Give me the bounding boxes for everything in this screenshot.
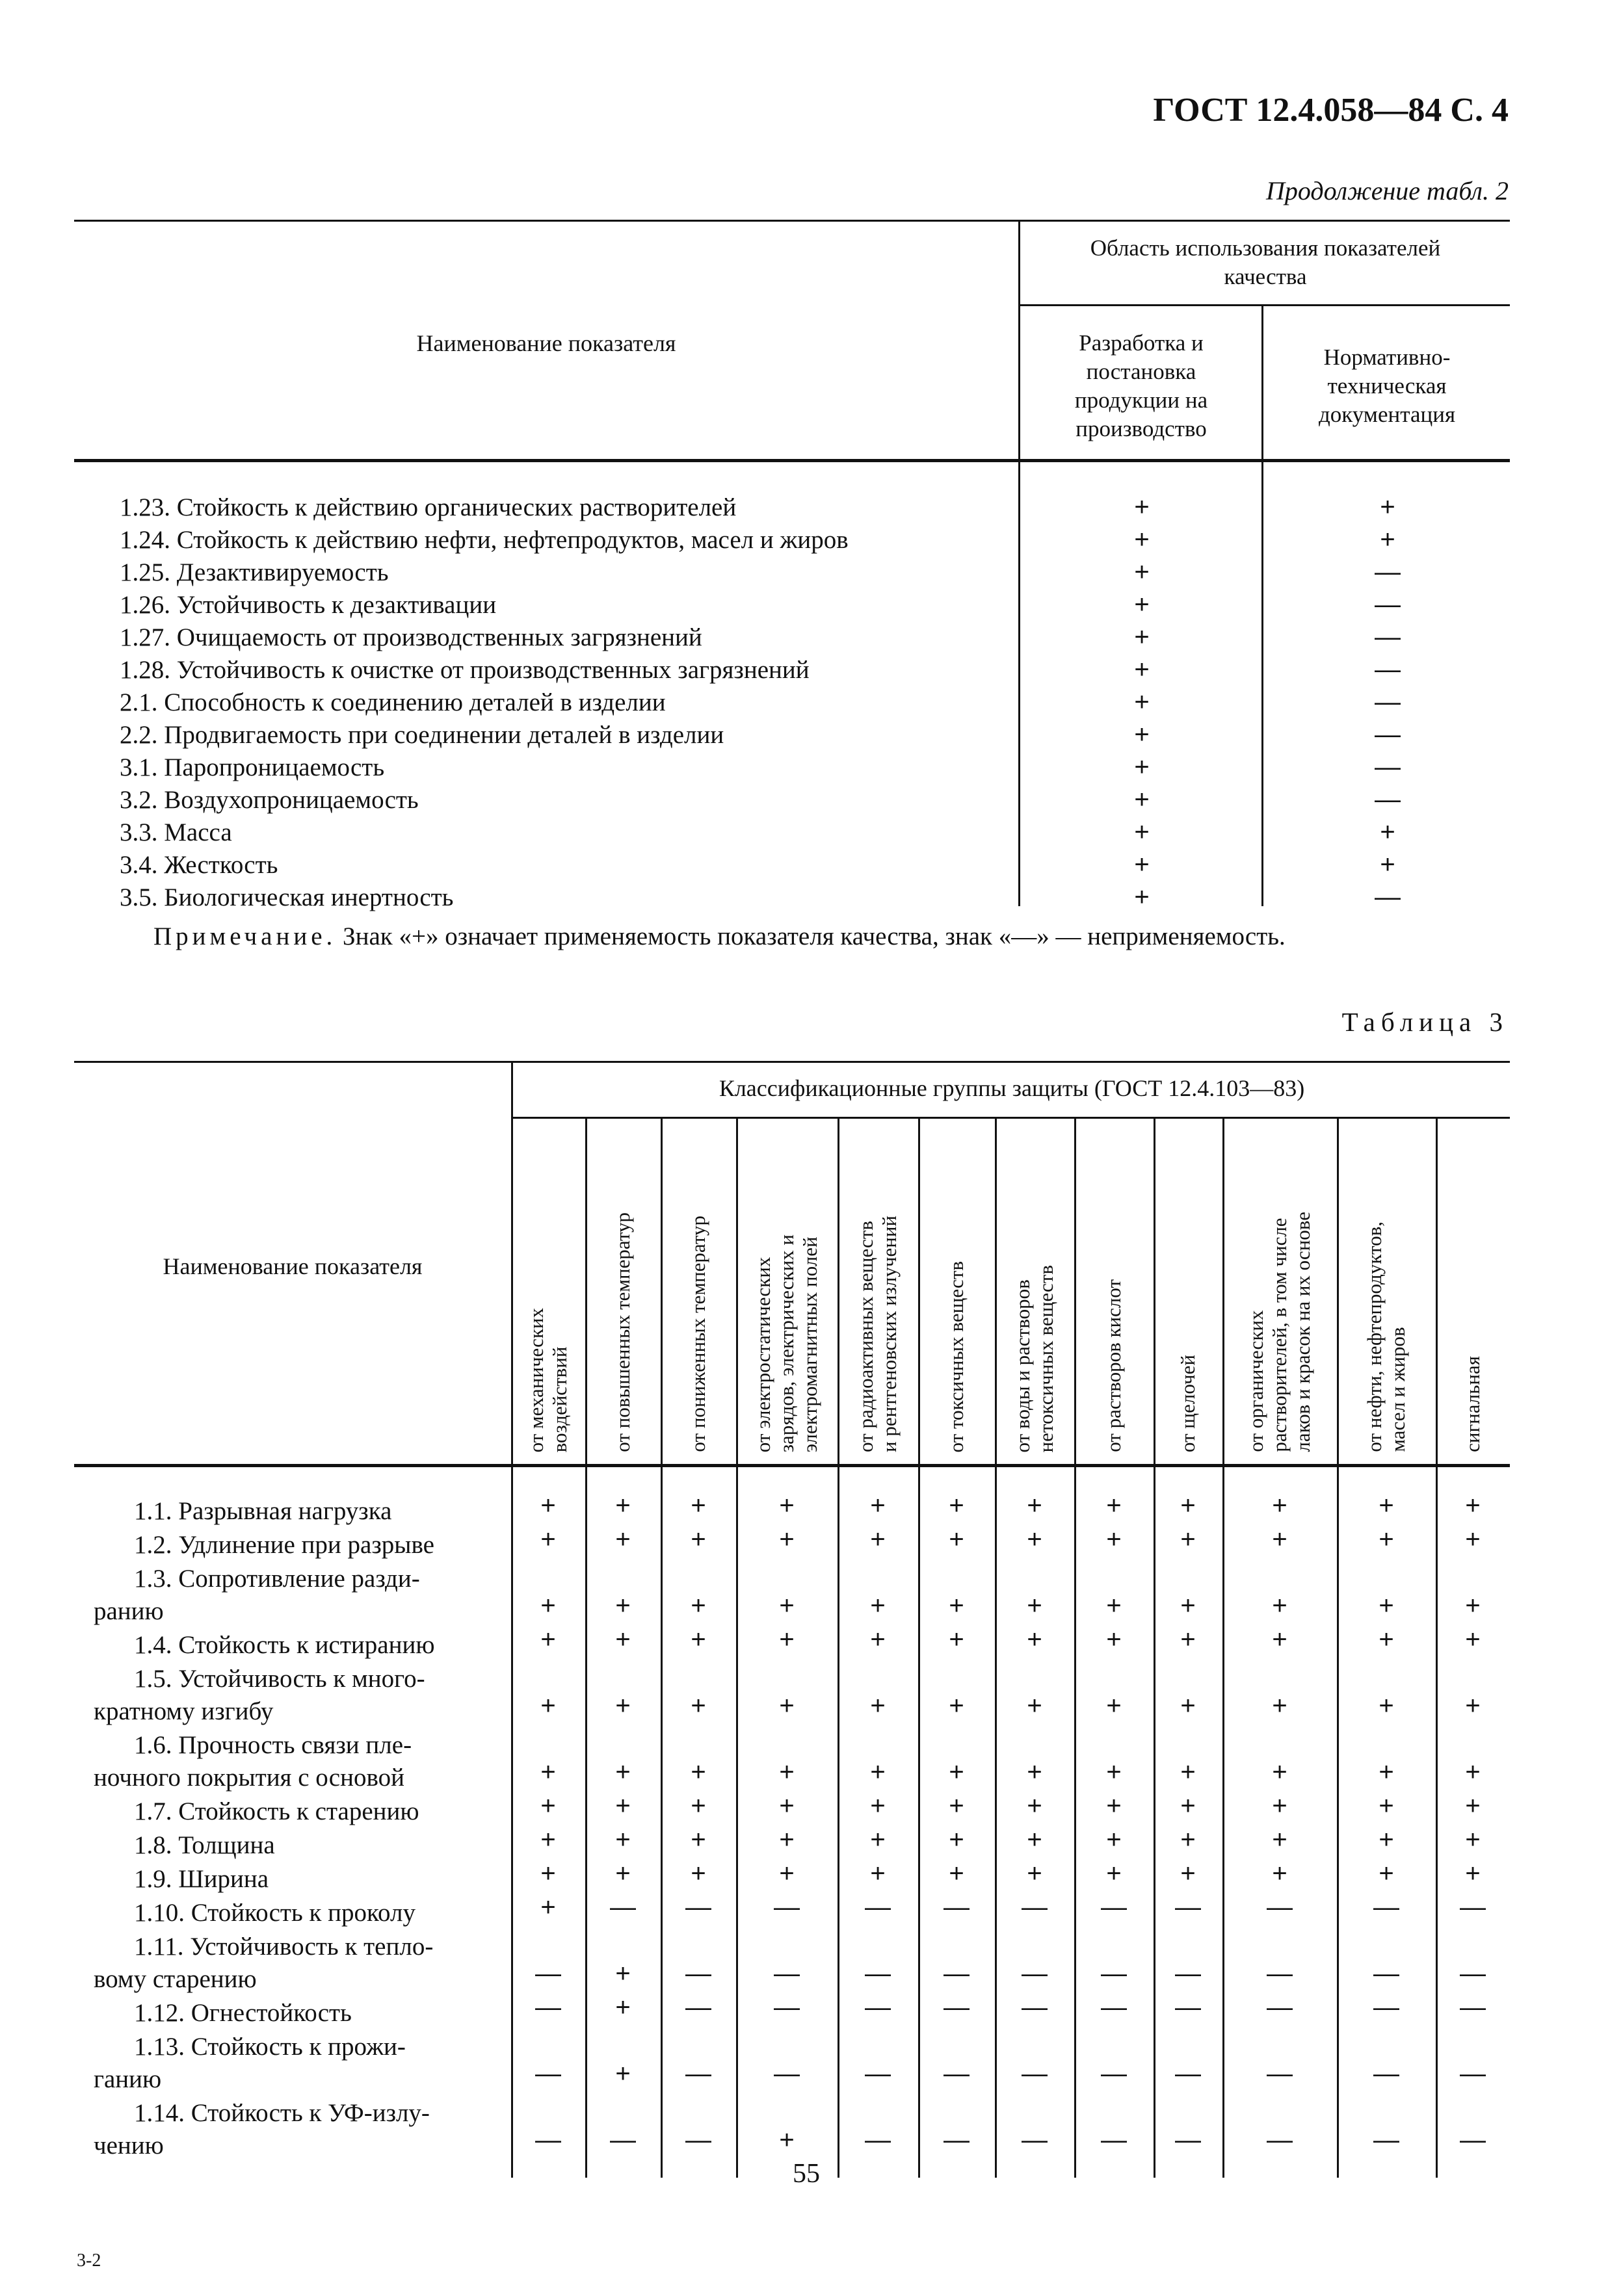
table3-mark: + [779, 1525, 795, 1554]
table3-row [94, 1795, 510, 1828]
table3-mark: — [1101, 1959, 1127, 1988]
table3-mark: + [949, 1758, 964, 1786]
table2-dev-mark: + [1134, 493, 1150, 521]
table3-mark: + [949, 1591, 964, 1620]
table2-row-name: 3.5. Биологическая инертность [120, 883, 454, 911]
table3-caption: Таблица 3 [1341, 1007, 1509, 1037]
table3-mark: + [870, 1491, 886, 1520]
table3-mark: + [1180, 1859, 1196, 1888]
table3-mark: + [1379, 1625, 1394, 1654]
table3-mark: — [1175, 2126, 1201, 2154]
table3-row-name-cont: чению [94, 2132, 164, 2159]
table2-note [153, 922, 1286, 951]
table2-dev-mark: + [1134, 883, 1150, 911]
table3-mark: + [691, 1758, 706, 1786]
table3-row-name: 1.8. Толщина [134, 1831, 275, 1859]
table3-column-header [1436, 1119, 1510, 1457]
table2-dev-mark: + [1134, 850, 1150, 879]
table3-mark: + [691, 1591, 706, 1620]
table3-mark: — [943, 1959, 970, 1988]
table3-column-header-label: от растворов кислот [1102, 1279, 1125, 1452]
table3-mark: — [1460, 2059, 1486, 2088]
table3-mark: + [1027, 1792, 1042, 1820]
table3-mark: — [1267, 2126, 1293, 2154]
table3-top-rule [74, 1061, 1510, 1063]
table3-mark: — [1101, 2126, 1127, 2154]
table3-mark: + [615, 1959, 631, 1988]
table3-row-name: 1.5. Устойчивость к много- [134, 1665, 425, 1693]
table3-mark: — [1460, 1893, 1486, 1922]
table3-column-header-label: от повышенных температур [611, 1212, 634, 1452]
table2-row-name: 1.24. Стойкость к действию нефти, нефтепродуктов, масел и жиров [120, 526, 849, 554]
table2-norm-mark: — [1375, 590, 1401, 619]
table3-mark: + [1027, 1825, 1042, 1854]
table2-row-name: 1.27. Очищаемость от производственных загрязнений [120, 623, 702, 651]
table2-norm-mark: — [1375, 753, 1401, 781]
table3-mark: + [1180, 1792, 1196, 1820]
table3-mark: + [540, 1758, 556, 1786]
table3-column-header [736, 1119, 838, 1457]
table2-group-rule [1018, 304, 1510, 306]
table3-mark: + [779, 1758, 795, 1786]
table3-mark: + [1180, 1525, 1196, 1554]
table3-column-header [511, 1119, 585, 1457]
table3-mark: + [1379, 1758, 1394, 1786]
table3-row-name: 1.10. Стойкость к проколу [134, 1899, 416, 1927]
table2-row-name: 1.26. Устойчивость к дезактивации [120, 591, 497, 619]
table3-row-name-cont: кратному изгибу [94, 1697, 274, 1725]
table3-mark: + [949, 1625, 964, 1654]
table3-mark: — [1175, 1959, 1201, 1988]
table3-mark: + [779, 1691, 795, 1720]
table3-mark: + [691, 1792, 706, 1820]
table3-mark: — [1373, 1959, 1399, 1988]
table3-mark: — [943, 1893, 970, 1922]
table3-mark: — [1267, 1893, 1293, 1922]
table3-mark: + [1106, 1625, 1122, 1654]
page-number: 55 [793, 2159, 820, 2189]
note-label: Примечание. [153, 922, 337, 950]
table3-row-name: 1.6. Прочность связи пле- [134, 1731, 412, 1759]
table3-column-header-label: от токсичных веществ [945, 1260, 968, 1452]
table2-dev-mark: + [1134, 558, 1150, 586]
table3-mark: + [1027, 1491, 1042, 1520]
table3-column-header-label: от электростатических зарядов, электрических и электромагнитных полей [752, 1234, 821, 1452]
table3-mark: + [1465, 1625, 1481, 1654]
table2-norm-mark: — [1375, 623, 1401, 651]
table3-column-header [995, 1119, 1074, 1457]
table3-mark: + [779, 1591, 795, 1620]
table3-mark: + [615, 1491, 631, 1520]
table3-row-name: 1.12. Огнестойкость [134, 1999, 352, 2027]
table3-name-header: Наименование показателя [163, 1253, 423, 1279]
table2-norm-mark: + [1380, 493, 1395, 521]
table2-norm-mark: — [1375, 785, 1401, 814]
table3-mark: — [535, 2126, 561, 2154]
table3-mark: + [691, 1859, 706, 1888]
table2-dev-mark: + [1134, 753, 1150, 781]
table3-mark: + [540, 1893, 556, 1922]
table3-mark: + [779, 1792, 795, 1820]
table3-mark: — [774, 1993, 800, 2022]
table3-row-name: 1.1. Разрывная нагрузка [134, 1497, 392, 1525]
table2-row-name: 1.23. Стойкость к действию органических растворителей [120, 493, 737, 521]
table3-mark: + [615, 1993, 631, 2022]
table3-column-header-label: от щелочей [1176, 1354, 1199, 1452]
table2-norm-mark: — [1375, 720, 1401, 749]
table3-mark: + [1272, 1625, 1287, 1654]
table3-row-name: 1.7. Стойкость к старению [134, 1797, 419, 1825]
table2-dev-mark: + [1134, 818, 1150, 846]
table3-row [94, 1729, 510, 1794]
table3-mark: — [1267, 2059, 1293, 2088]
table3-mark: — [1022, 2126, 1048, 2154]
table2-norm-mark: — [1375, 655, 1401, 684]
table2-row-name: 3.2. Воздухопроницаемость [120, 786, 419, 814]
table3-mark: — [1373, 2126, 1399, 2154]
table3-mark: + [870, 1825, 886, 1854]
table3-mark: — [865, 1893, 891, 1922]
table3-mark: — [535, 1959, 561, 1988]
table3-column-header [1337, 1119, 1436, 1457]
table3-mark: + [1027, 1591, 1042, 1620]
table3-mark: + [1465, 1859, 1481, 1888]
table3-mark: — [685, 1959, 711, 1988]
table3-column-header-label: сигнальная [1461, 1356, 1484, 1452]
table3-mark: + [1272, 1758, 1287, 1786]
table3-mark: + [1465, 1758, 1481, 1786]
table3-mark: + [779, 2126, 795, 2154]
table3-mark: — [1373, 1893, 1399, 1922]
table3-row-name: 1.11. Устойчивость к тепло- [134, 1933, 434, 1961]
table3-row-name: 1.4. Стойкость к истиранию [134, 1631, 435, 1659]
table3-row-name: 1.3. Сопротивление разди- [134, 1565, 420, 1593]
table2-row-name: 3.4. Жесткость [120, 851, 278, 879]
table3-mark: + [615, 1792, 631, 1820]
table3-mark: + [779, 1491, 795, 1520]
table3-mark: + [870, 1792, 886, 1820]
table3-column-header-label: от механических воздействий [525, 1307, 571, 1452]
table3-mark: + [1465, 1591, 1481, 1620]
table3-column-header-label: от органических растворителей, в том числе лаков и красок на их основе [1245, 1212, 1314, 1452]
table3-mark: + [779, 1625, 795, 1654]
table3-mark: + [1106, 1691, 1122, 1720]
table3-mark: + [1180, 1758, 1196, 1786]
table2-group-header: Область использования показателей качества [1090, 235, 1441, 289]
table3-header-rule [74, 1464, 1510, 1467]
table3-mark: — [943, 2126, 970, 2154]
table3-mark: + [540, 1792, 556, 1820]
table2-row-name: 2.1. Способность к соединению деталей в изделии [120, 688, 666, 716]
table3-mark: + [615, 1825, 631, 1854]
table3-mark: + [779, 1859, 795, 1888]
table3-mark: + [691, 1625, 706, 1654]
table3-mark: + [1106, 1758, 1122, 1786]
table3-mark: + [540, 1691, 556, 1720]
table3-row-name: 1.13. Стойкость к прожи- [134, 2033, 406, 2061]
table3-column-header [838, 1119, 918, 1457]
table3-mark: + [1180, 1491, 1196, 1520]
table3-mark: + [1106, 1491, 1122, 1520]
table2-top-rule [74, 220, 1510, 222]
table2-row-name: 3.1. Паропроницаемость [120, 753, 385, 781]
table3-column-header [585, 1119, 661, 1457]
table3-mark: — [1175, 1993, 1201, 2022]
table3-mark: — [865, 1959, 891, 1988]
note-text: Знак «+» означает применяемость показателя качества, знак «—» — неприменяемость. [336, 922, 1286, 950]
table3-mark: + [949, 1525, 964, 1554]
table2-dev-mark: + [1134, 785, 1150, 814]
table3-mark: — [1373, 1993, 1399, 2022]
table2-dev-header: Разработка и постановка продукции на производство [1074, 330, 1208, 441]
table3-mark: + [1027, 1625, 1042, 1654]
table3-mark: — [1460, 1959, 1486, 1988]
table3-mark: — [1101, 2059, 1127, 2088]
table2-header-rule [74, 459, 1510, 462]
table3-mark: — [1101, 1893, 1127, 1922]
table3-mark: + [779, 1825, 795, 1854]
table3-mark: + [540, 1491, 556, 1520]
table3-column-header [1074, 1119, 1154, 1457]
table3-mark: — [1022, 2059, 1048, 2088]
table3-column-header-label: от пониженных температур [687, 1216, 709, 1452]
table2-dev-mark: + [1134, 623, 1150, 651]
table2-dev-mark: + [1134, 525, 1150, 554]
table3-mark: + [870, 1758, 886, 1786]
table2-row-name: 1.28. Устойчивость к очистке от производственных загрязнений [120, 656, 810, 684]
table3-row [94, 1863, 510, 1896]
table3-mark: + [1180, 1825, 1196, 1854]
table2-norm-mark: — [1375, 688, 1401, 716]
table2-norm-mark: + [1380, 818, 1395, 846]
table3-mark: — [865, 2126, 891, 2154]
table3-mark: + [540, 1591, 556, 1620]
table2-row-name: 1.25. Дезактивируемость [120, 558, 389, 586]
table3-mark: + [949, 1491, 964, 1520]
table3-mark: + [691, 1525, 706, 1554]
table-continuation-label: Продолжение табл. 2 [1265, 176, 1509, 205]
table3-mark: — [1267, 1959, 1293, 1988]
table3-mark: + [949, 1691, 964, 1720]
table3-row [94, 1829, 510, 1862]
document-header: ГОСТ 12.4.058—84 С. 4 [1153, 92, 1509, 129]
table3-mark: — [610, 2126, 636, 2154]
table3-column-header-label: от воды и растворов нетоксичных веществ [1011, 1264, 1057, 1452]
table3-mark: + [540, 1525, 556, 1554]
table3-mark: — [535, 2059, 561, 2088]
table3-row [94, 1931, 510, 1996]
table3-mark: + [615, 1525, 631, 1554]
table3-column-header [918, 1119, 995, 1457]
table3-mark: + [949, 1792, 964, 1820]
table2-norm-header: Нормативно- техническая документация [1318, 345, 1456, 427]
table3-mark: — [774, 1959, 800, 1988]
table3-mark: + [1379, 1792, 1394, 1820]
table3-mark: + [1180, 1625, 1196, 1654]
table3-mark: — [1460, 1993, 1486, 2022]
table3-mark: + [1027, 1758, 1042, 1786]
table3-mark: + [870, 1525, 886, 1554]
table3-mark: — [943, 1993, 970, 2022]
table3-mark: + [1272, 1525, 1287, 1554]
table2-row-name: 3.3. Масса [120, 818, 232, 846]
table3-mark: + [1465, 1525, 1481, 1554]
table3-mark: — [685, 2059, 711, 2088]
table3-mark: + [1180, 1591, 1196, 1620]
table3-mark: + [615, 1758, 631, 1786]
table3-mark: — [685, 1893, 711, 1922]
table3-mark: — [1022, 1993, 1048, 2022]
table3-mark: + [691, 1491, 706, 1520]
table3-mark: + [1106, 1525, 1122, 1554]
table3-mark: — [535, 1993, 561, 2022]
table3-mark: + [1027, 1691, 1042, 1720]
table3-mark: + [1379, 1859, 1394, 1888]
table3-mark: + [540, 1825, 556, 1854]
table2-dev-mark: + [1134, 720, 1150, 749]
table3-mark: + [691, 1691, 706, 1720]
table3-mark: + [1106, 1591, 1122, 1620]
table3-mark: — [774, 2059, 800, 2088]
table3-mark: — [1267, 1993, 1293, 2022]
table3-mark: + [1272, 1591, 1287, 1620]
table3-mark: + [870, 1591, 886, 1620]
table3-mark: — [943, 2059, 970, 2088]
table2-divider-1 [1018, 220, 1020, 906]
table3-column-header [661, 1119, 736, 1457]
table3-mark: + [1272, 1491, 1287, 1520]
table3-row [94, 1663, 510, 1728]
table3-mark: + [1272, 1825, 1287, 1854]
table3-row [94, 1997, 510, 2029]
table3-row [94, 2031, 510, 2096]
table2-divider-2 [1261, 304, 1263, 906]
table3-mark: — [1373, 2059, 1399, 2088]
table3-mark: — [1022, 1959, 1048, 1988]
table3-row [94, 1529, 510, 1561]
table3-row-name-cont: вому старению [94, 1965, 257, 1993]
table3-mark: + [540, 1859, 556, 1888]
table3-mark: — [685, 1993, 711, 2022]
table2-dev-mark: + [1134, 655, 1150, 684]
table3-mark: + [691, 1825, 706, 1854]
table3-mark: + [1272, 1691, 1287, 1720]
table3-mark: — [610, 1893, 636, 1922]
table3-row [94, 1629, 510, 1662]
table3-mark: — [1175, 2059, 1201, 2088]
table3-mark: + [870, 1691, 886, 1720]
table3-column-header-label: от радиоактивных веществ и рентгеновских излучений [854, 1216, 901, 1452]
table3-mark: + [1379, 1825, 1394, 1854]
table3-row-name: 1.14. Стойкость к УФ-излу- [134, 2099, 430, 2127]
table3-row [94, 2097, 510, 2162]
table2-norm-mark: — [1375, 883, 1401, 911]
table3-column-header-label: от нефти, нефтепродуктов, масел и жиров [1363, 1221, 1409, 1452]
table3-column-header [1222, 1119, 1337, 1457]
table3-mark: — [1022, 1893, 1048, 1922]
table2-dev-mark: + [1134, 688, 1150, 716]
table3-row-name-cont: ганию [94, 2065, 162, 2093]
table3-mark: — [1175, 1893, 1201, 1922]
table3-mark: + [1465, 1491, 1481, 1520]
table3-row-name: 1.2. Удлинение при разрыве [134, 1531, 434, 1559]
table3-mark: — [1101, 1993, 1127, 2022]
table3-mark: + [870, 1625, 886, 1654]
table3-row [94, 1563, 510, 1628]
table3-mark: + [1379, 1691, 1394, 1720]
table3-mark: + [615, 1691, 631, 1720]
table2-norm-mark: + [1380, 850, 1395, 879]
table2-row-name: 2.2. Продвигаемость при соединении деталей в изделии [120, 721, 724, 749]
table3-mark: + [1465, 1825, 1481, 1854]
table2-norm-mark: + [1380, 525, 1395, 554]
table3-mark: + [870, 1859, 886, 1888]
table3-mark: + [1180, 1691, 1196, 1720]
table3-mark: + [1106, 1825, 1122, 1854]
table3-mark: + [1027, 1859, 1042, 1888]
table3-mark: + [1379, 1525, 1394, 1554]
table2-norm-mark: — [1375, 558, 1401, 586]
table3-mark: + [1379, 1591, 1394, 1620]
table3-mark: + [949, 1825, 964, 1854]
table3-mark: + [615, 1859, 631, 1888]
table3-mark: + [1379, 1491, 1394, 1520]
table3-mark: + [615, 1625, 631, 1654]
table3-row-name: 1.9. Ширина [134, 1865, 269, 1893]
table3-row-name-cont: ночного покрытия с основой [94, 1764, 404, 1792]
table3-mark: — [685, 2126, 711, 2154]
table3-mark: + [1106, 1792, 1122, 1820]
table3-column-header [1154, 1119, 1222, 1457]
table3-mark: + [1272, 1792, 1287, 1820]
table3-row [94, 1495, 510, 1528]
table2-name-header: Наименование показателя [416, 330, 676, 356]
table3-row-name-cont: ранию [94, 1597, 164, 1625]
table3-mark: — [1460, 2126, 1486, 2154]
table3-mark: — [865, 2059, 891, 2088]
table2-dev-mark: + [1134, 590, 1150, 619]
table3-mark: + [1465, 1792, 1481, 1820]
print-signature: 3-2 [77, 2250, 101, 2271]
table3-row [94, 1897, 510, 1929]
table3-mark: + [1106, 1859, 1122, 1888]
table3-mark: + [1272, 1859, 1287, 1888]
table3-mark: + [540, 1625, 556, 1654]
table3-mark: + [949, 1859, 964, 1888]
table3-mark: — [774, 1893, 800, 1922]
table3-mark: + [615, 1591, 631, 1620]
table3-group-header: Классификационные группы защиты (ГОСТ 12.4.103—83) [719, 1075, 1305, 1101]
table3-mark: + [615, 2059, 631, 2088]
table3-mark: + [1465, 1691, 1481, 1720]
table3-mark: + [1027, 1525, 1042, 1554]
table3-mark: — [865, 1993, 891, 2022]
